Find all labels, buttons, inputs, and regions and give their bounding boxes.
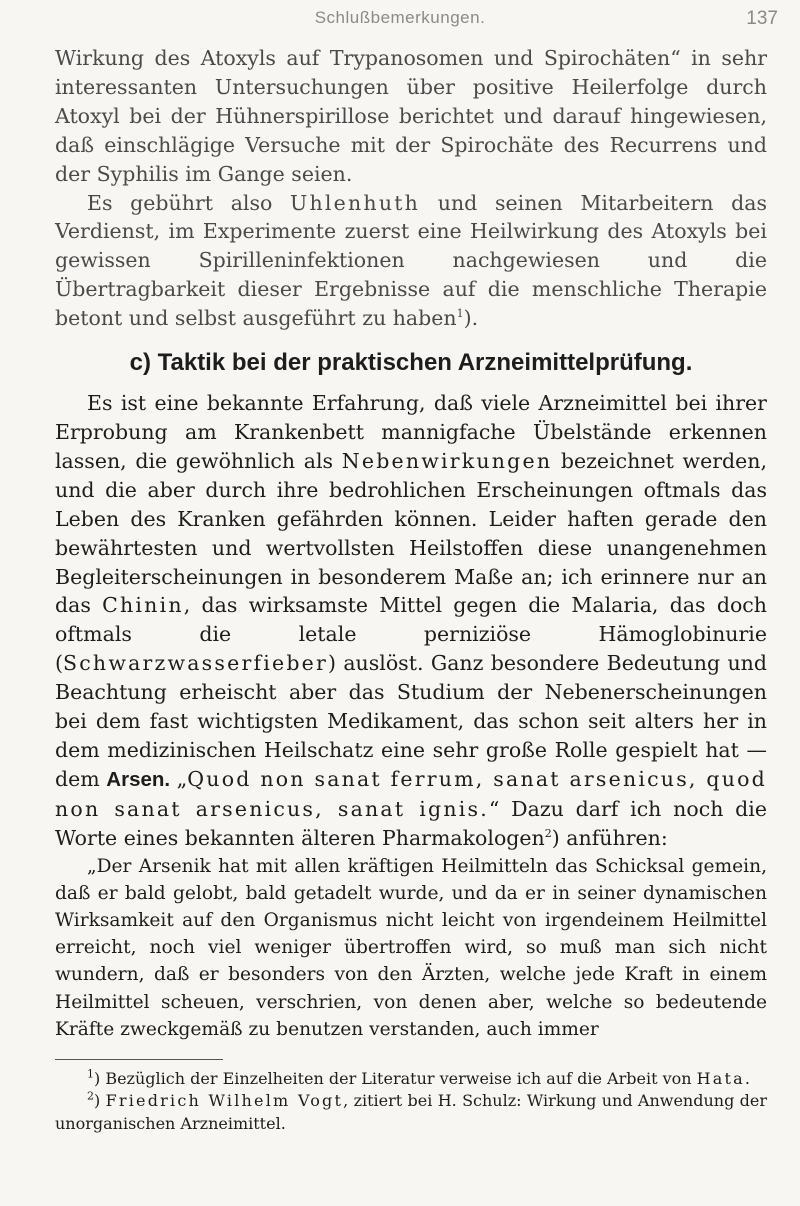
term-schwarzwasserfieber: Schwarzwasserfieber — [63, 651, 328, 676]
footnote-1-end: . — [744, 1068, 751, 1088]
credit-text-end: ). — [463, 306, 479, 331]
footnote-divider — [55, 1059, 223, 1060]
footnote-ref-1: 1 — [456, 307, 464, 321]
running-head — [0, 8, 800, 38]
credit-paragraph — [55, 189, 767, 334]
footnote-marker-2: 2 — [87, 1090, 94, 1104]
main-text-4: ) auslöst. Ganz besondere Bedeutung und Beachtung erheischt aber das Studium der Nebenerscheinungen bei dem fast wichtigsten Medikament, das schon seit alters her in dem medizinischen Heilschatz eine sehr große Rolle gespielt hat — dem — [55, 651, 767, 791]
footnotes — [55, 1068, 767, 1136]
author-name-uhlenhuth: Uhlenhuth — [290, 190, 421, 215]
intro-paragraph: Wirkung des Atoxyls auf Trypanosomen und Spirochäten“ in sehr interessanten Untersuchungen über positive Heilerfolge durch Atoxyl bei der Hühnerspirillose berichtet und darauf hingewiesen, daß einschlägige Versuche mit der Spirochäte des Recurrens und der Syphilis im Gange seien. — [55, 46, 767, 186]
main-text-5: „ — [170, 766, 188, 791]
body-text — [55, 44, 767, 1135]
footnote-2 — [55, 1090, 767, 1135]
footnote-1-text: ) Bezüglich der Einzelheiten der Literatur verweise ich auf die Arbeit von — [94, 1068, 697, 1088]
term-nebenwirkungen: Nebenwirkungen — [341, 448, 553, 473]
term-chinin: Chinin — [102, 593, 184, 618]
main-text-1: Es ist eine bekannte Erfahrung, daß viele Arzneimittel bei ihrer Erprobung am Krankenbett mannigfache Übelstände erkennen lassen, die gewöhnlich als — [55, 391, 767, 473]
latin-quote: Quod non sanat ferrum, sanat arsenicus, quod non sanat arsenicus, sanat ignis. — [55, 766, 767, 821]
footnote-1-name: Hata — [696, 1068, 745, 1088]
running-head-title: Schlußbemerkungen. — [314, 8, 486, 27]
page-number: 137 — [746, 8, 778, 29]
section-heading: c) Taktik bei der praktischen Arzneimittelprüfung. — [129, 349, 693, 377]
footnote-1 — [55, 1068, 767, 1091]
credit-text-start: Es gebührt also — [87, 190, 291, 215]
main-text-7: ) anführen: — [551, 825, 668, 850]
main-paragraph — [55, 389, 767, 853]
term-arsen: Arsen. — [106, 767, 171, 791]
footnote-2-end: , zitiert bei H. Schulz: Wirkung und Anwendung der unorganischen Arzneimittel. — [55, 1091, 768, 1133]
footnote-ref-2: 2 — [544, 826, 552, 840]
footnote-marker-1: 1 — [87, 1067, 94, 1081]
credit-text-rest: und seinen Mitarbeitern das Verdienst, im Experimente zuerst eine Heilwirkung des Atoxyls bei gewissen Spirilleninfektionen nachgewiesen und die Übertragbarkeit dieser Ergebnisse auf die menschliche Therapie betont und selbst ausgeführt zu haben — [55, 190, 767, 331]
main-text-6: “ Dazu darf ich noch die Worte eines bekannten älteren Pharmakologen — [55, 796, 767, 850]
footnote-2-text: ) — [94, 1091, 106, 1111]
main-text-2: bezeichnet werden, und die aber durch ihre bedrohlichen Erscheinungen oftmals das Leben des Kranken gefährden können. Leider haften gerade den bewährtesten und wertvollsten Heilstoffen diese unangenehmen Begleiterscheinungen in besonderem Maße an; ich erinnere nur an das — [55, 448, 767, 618]
footnote-2-name: Friedrich Wilhelm Vogt — [105, 1091, 344, 1111]
quote-paragraph: „Der Arsenik hat mit allen kräftigen Heilmitteln das Schicksal gemein, daß er bald gelobt, bald getadelt wurde, und da er in seiner dynamischen Wirksamkeit auf den Organismus nicht leicht von irgendeinem Heilmittel erreicht, noch viel weniger übertroffen wird, so muß man sich nicht wundern, daß er besonders von den Ärzten, welche jede Kraft in einem Heilmittel scheuen, verschrien, von denen aber, welche so bedeutende Kräfte zweckgemäß zu benutzen verstanden, auch immer — [55, 855, 767, 1040]
main-text-3: , das wirksamste Mittel gegen die Malaria, das doch oftmals die letale perniziöse Hämoglobinurie ( — [55, 593, 767, 676]
